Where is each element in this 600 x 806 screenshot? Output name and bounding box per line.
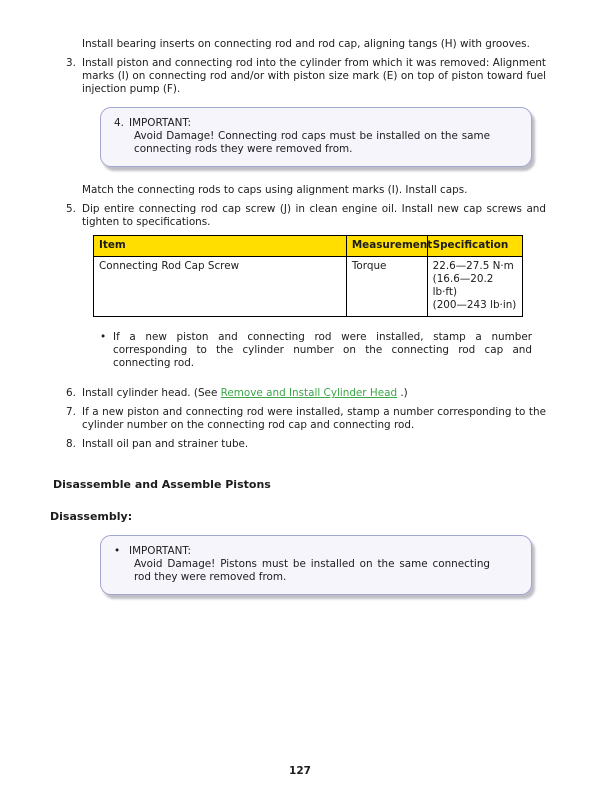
table-header-row	[94, 236, 523, 257]
step-number: 6.	[66, 387, 76, 399]
important-body-text: Avoid Damage! Pistons must be installed on the same connecting rod they were removed from.	[134, 558, 490, 583]
step-text: Dip entire connecting rod cap screw (J) in clean engine oil. Install new cap screws and tighten to specifications.	[82, 203, 546, 228]
table-cell-item: Connecting Rod Cap Screw	[94, 257, 347, 317]
step-text	[82, 387, 546, 400]
remove-install-cylinder-head-link[interactable]: Remove and Install Cylinder Head	[220, 387, 398, 399]
spec-value-lbft: (16.6—20.2 lb·ft)	[432, 273, 494, 298]
page-number: 127	[289, 765, 311, 777]
disassembly-subheading: Disassembly:	[50, 510, 133, 523]
step-number: 8.	[66, 438, 76, 450]
table-header-measurement: Measurement	[346, 236, 427, 257]
important-callout-head	[114, 117, 517, 130]
step-number: 3.	[66, 57, 76, 69]
step-text: Install piston and connecting rod into the cylinder from which it was removed: Alignment marks (I) on connecting rod and/or with piston size mark (E) on top of piston toward fuel injection pump (F).	[82, 57, 546, 95]
section-heading: Disassemble and Assemble Pistons	[53, 478, 271, 491]
table-cell-specification	[427, 257, 522, 317]
table-row	[94, 257, 523, 317]
step-8	[66, 438, 546, 451]
step-7	[66, 406, 546, 432]
important-callout-1	[100, 107, 532, 167]
important-label: IMPORTANT:	[129, 545, 192, 557]
bullet-icon: •	[114, 545, 121, 557]
step4-continuation-text: Match the connecting rods to caps using alignment marks (I). Install caps.	[82, 184, 468, 196]
callout-marker: 4.	[114, 117, 124, 129]
step-number: 5.	[66, 203, 76, 215]
step-3	[66, 57, 546, 96]
important-body-text: Avoid Damage! Connecting rod caps must be installed on the same connecting rods they were removed from.	[134, 130, 490, 155]
step-number: 7.	[66, 406, 76, 418]
table-header-item: Item	[94, 236, 347, 257]
important-label: IMPORTANT:	[129, 117, 192, 129]
step-text: If a new piston and connecting rod were installed, stamp a number corresponding to the cylinder number on the connecting rod cap and connecting rod.	[82, 406, 546, 431]
step6-text-post: .)	[397, 387, 408, 399]
torque-spec-table	[93, 235, 523, 317]
bullet-note-text: If a new piston and connecting rod were installed, stamp a number corresponding to the cylinder number on the connecting rod cap and connecting rod.	[113, 331, 532, 369]
bullet-icon: •	[100, 331, 107, 343]
spec-value-metric: 22.6—27.5 N·m	[432, 260, 514, 272]
table-cell-measurement: Torque	[346, 257, 427, 317]
stamp-number-bullet-note	[100, 331, 532, 370]
spec-value-lbin: (200—243 lb·in)	[432, 299, 517, 311]
step-text: Install oil pan and strainer tube.	[82, 438, 249, 450]
step-6	[66, 387, 546, 400]
step6-text-pre: Install cylinder head. (See	[82, 387, 221, 399]
important-callout-head	[114, 545, 517, 558]
important-callout-2	[100, 535, 532, 595]
step-5	[66, 203, 546, 229]
table-header-specification: Specification	[427, 236, 522, 257]
step2-continuation-text: Install bearing inserts on connecting rod and rod cap, aligning tangs (H) with grooves.	[82, 38, 530, 50]
